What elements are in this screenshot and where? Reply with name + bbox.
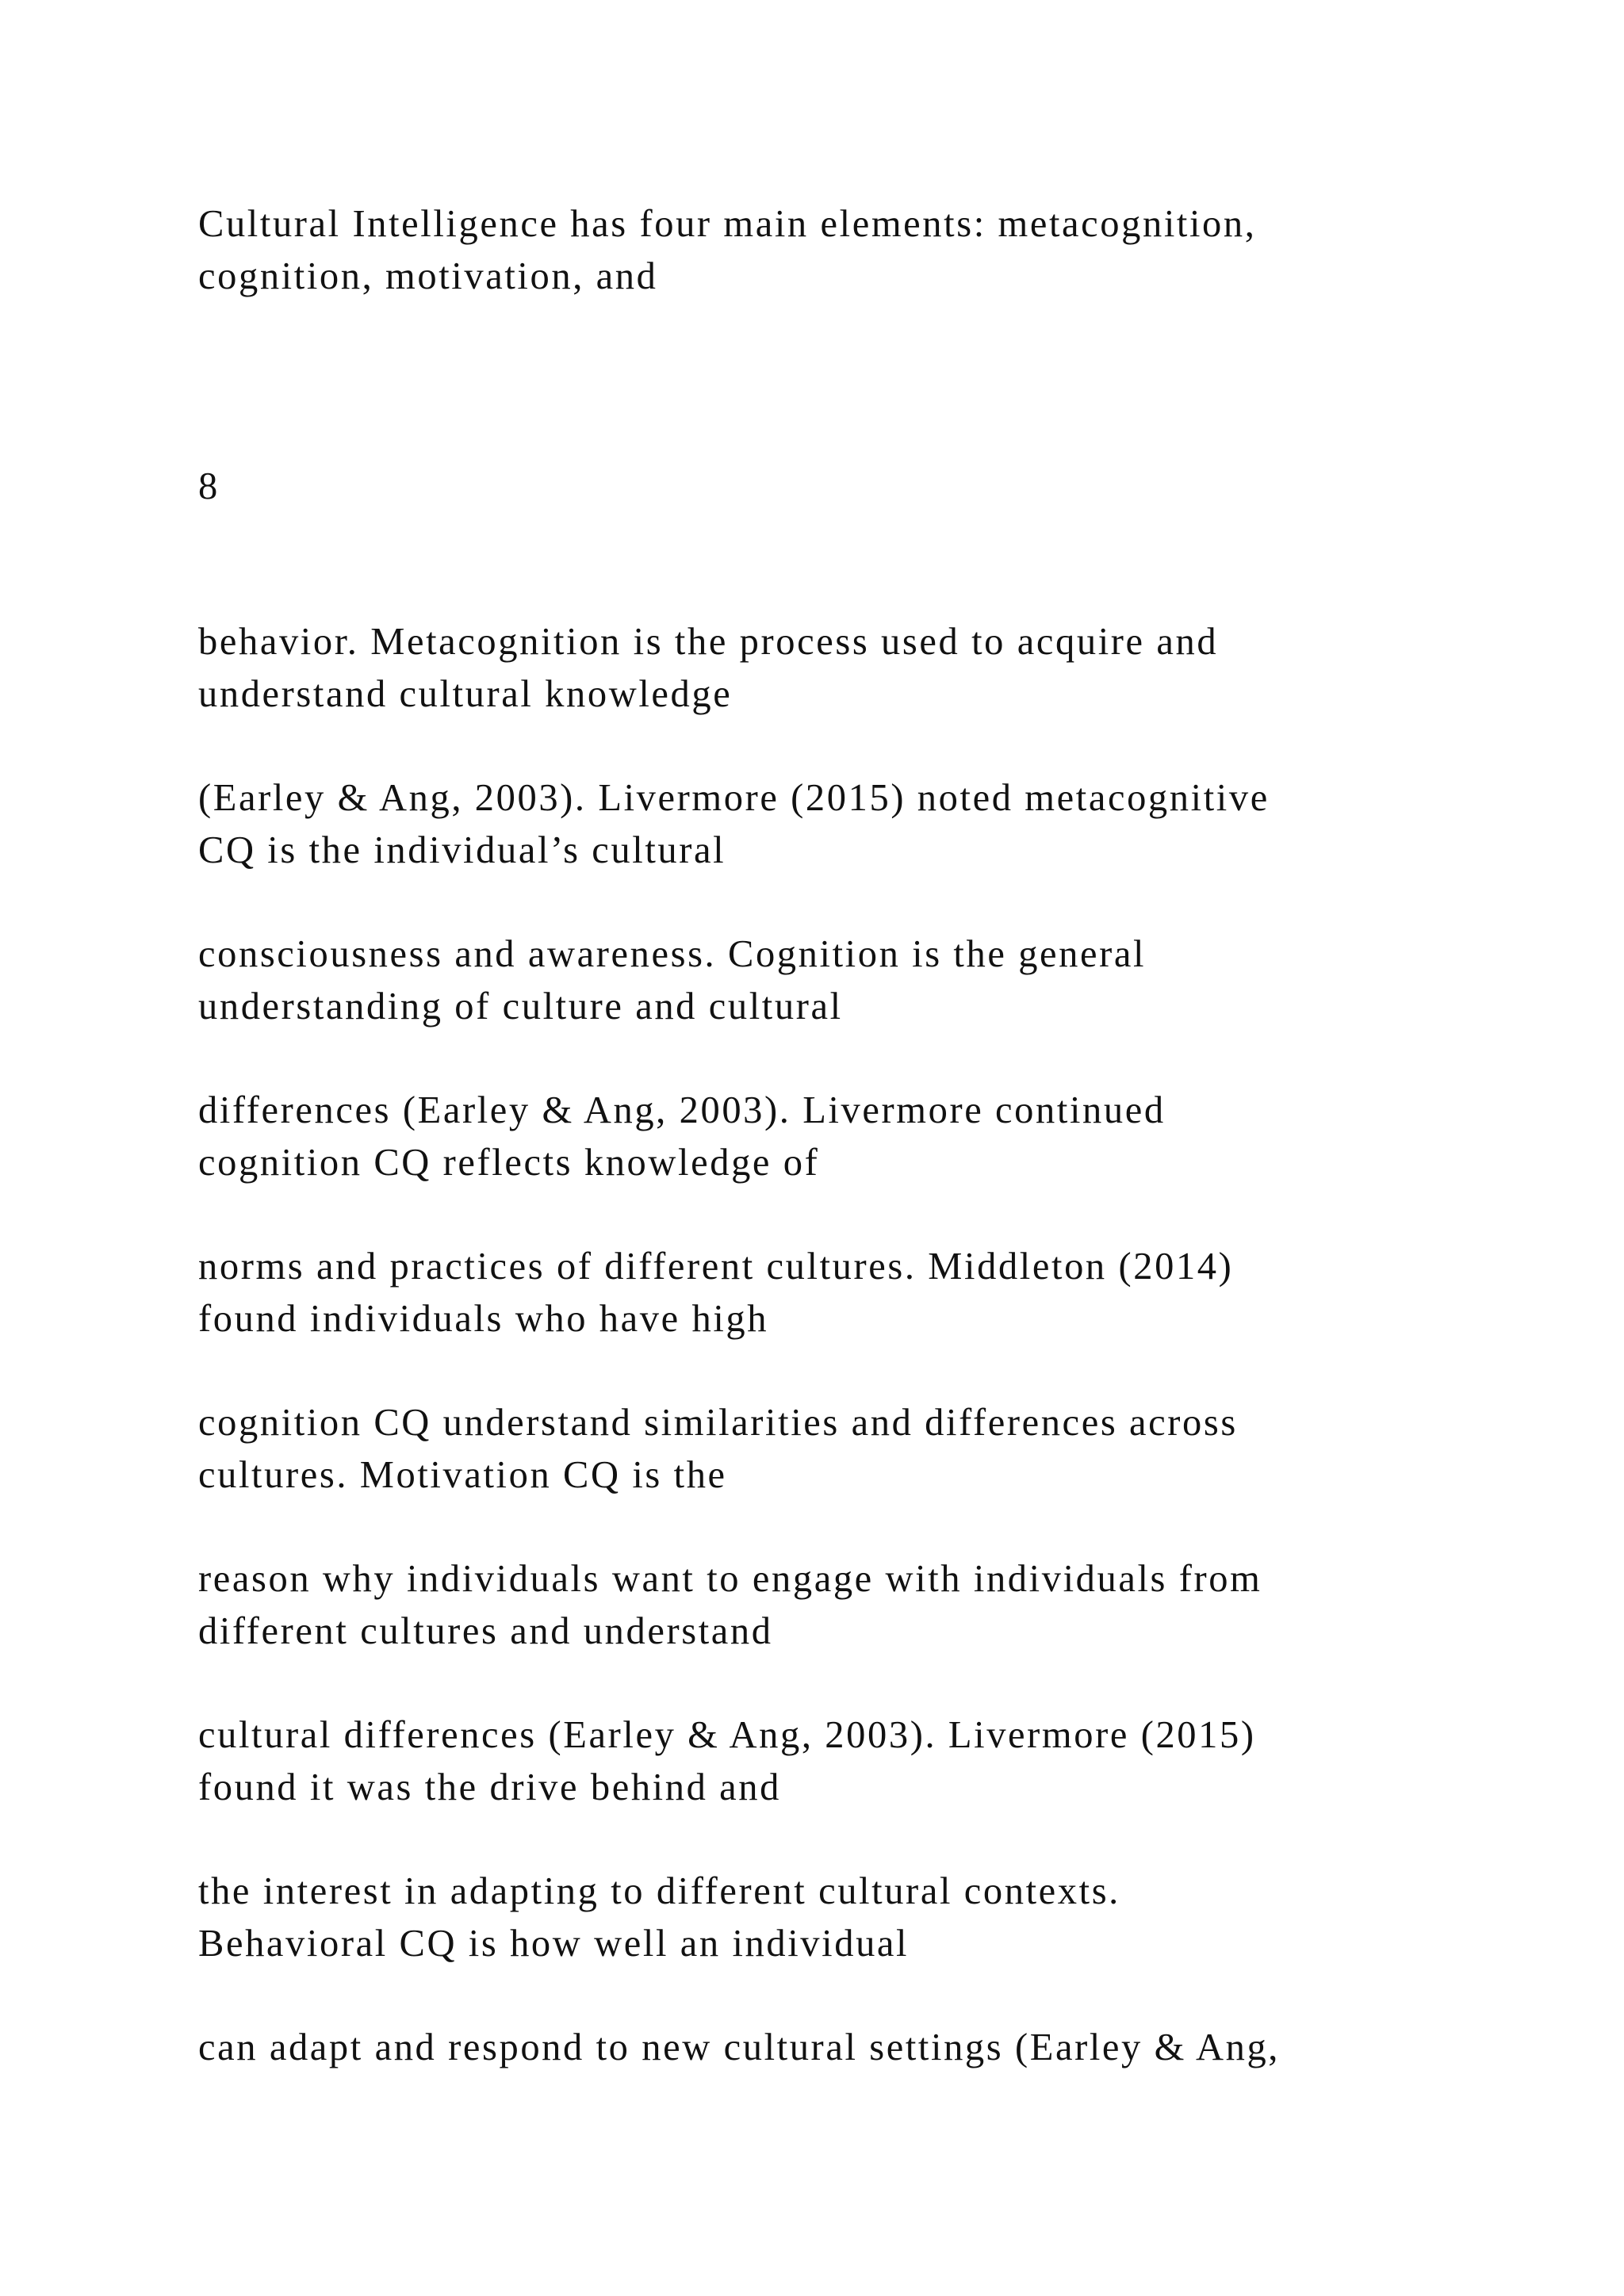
paragraph-line: found individuals who have high	[198, 1298, 769, 1340]
paragraph-8	[198, 1553, 1467, 1658]
page-number-block	[198, 461, 1467, 513]
paragraph-line: CQ is the individual’s cultural	[198, 829, 726, 871]
paragraph-11	[198, 2022, 1467, 2074]
paragraph-line: Cultural Intelligence has four main elements: metacognition,	[198, 203, 1257, 245]
page-number: 8	[198, 465, 220, 507]
paragraph-7	[198, 1397, 1467, 1502]
paragraph-line: cognition CQ understand similarities and differences across	[198, 1402, 1238, 1444]
paragraph-line: (Earley & Ang, 2003). Livermore (2015) noted metacognitive	[198, 777, 1270, 819]
paragraph-line: found it was the drive behind and	[198, 1766, 782, 1808]
paragraph-line: the interest in adapting to different cultural contexts.	[198, 1870, 1120, 1912]
paragraph-line: understand cultural knowledge	[198, 673, 733, 715]
paragraph-4	[198, 928, 1467, 1033]
paragraph-line: Behavioral CQ is how well an individual	[198, 1923, 910, 1965]
paragraph-line: behavior. Metacognition is the process used to acquire and	[198, 621, 1219, 663]
paragraph-1	[198, 198, 1467, 303]
paragraph-3	[198, 772, 1467, 877]
paragraph-line: can adapt and respond to new cultural settings (Earley & Ang,	[198, 2026, 1281, 2068]
paragraph-2	[198, 616, 1467, 721]
paragraph-10	[198, 1866, 1467, 1970]
paragraph-line: reason why individuals want to engage with individuals from	[198, 1558, 1262, 1600]
paragraph-line: cognition CQ reflects knowledge of	[198, 1142, 820, 1184]
paragraph-9	[198, 1709, 1467, 1814]
paragraph-line: cultures. Motivation CQ is the	[198, 1454, 727, 1496]
paragraph-line: differences (Earley & Ang, 2003). Livermore continued	[198, 1089, 1166, 1131]
paragraph-line: cultural differences (Earley & Ang, 2003). Livermore (2015)	[198, 1714, 1256, 1756]
paragraph-line: cognition, motivation, and	[198, 255, 658, 297]
paragraph-6	[198, 1241, 1467, 1345]
paragraph-line: different cultures and understand	[198, 1610, 773, 1652]
paragraph-line: consciousness and awareness. Cognition is the general	[198, 933, 1147, 975]
paragraph-line: understanding of culture and cultural	[198, 985, 843, 1027]
paragraph-line: norms and practices of different cultures. Middleton (2014)	[198, 1246, 1234, 1288]
paragraph-5	[198, 1085, 1467, 1189]
